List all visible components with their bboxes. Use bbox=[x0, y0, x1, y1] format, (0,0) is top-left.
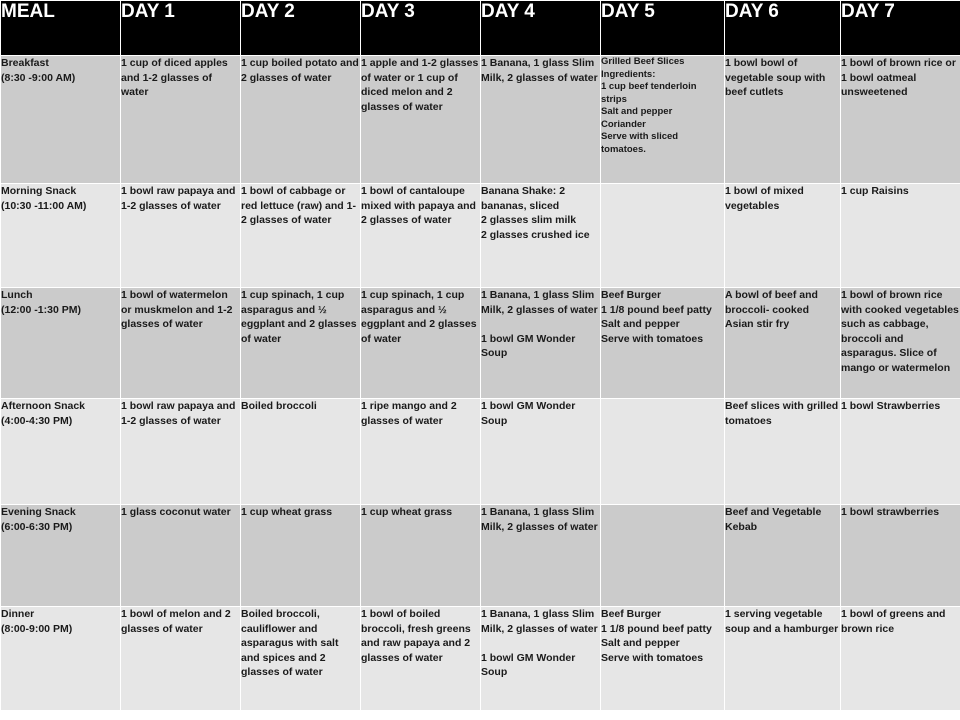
meal-name: Evening Snack bbox=[1, 506, 76, 518]
table-cell bbox=[121, 607, 241, 711]
cell-text: 1 bowl of greens and brown rice bbox=[841, 608, 946, 635]
meal-label-cell bbox=[1, 56, 121, 184]
table-cell bbox=[841, 399, 960, 505]
table-cell bbox=[361, 607, 481, 711]
table-cell bbox=[725, 505, 841, 607]
cell-text: Beef slices with grilled tomatoes bbox=[725, 400, 839, 427]
table-cell bbox=[725, 184, 841, 288]
meal-time: (8:00-9:00 PM) bbox=[1, 622, 73, 635]
header-day-5: DAY 5 bbox=[601, 1, 725, 56]
table-cell bbox=[121, 56, 241, 184]
cell-text: A bowl of beef and broccoli- cooked Asian stir fry bbox=[725, 289, 818, 330]
meal-label-cell bbox=[1, 288, 121, 399]
meal-time: (8:30 -9:00 AM) bbox=[1, 71, 76, 84]
cell-text: Beef and Vegetable Kebab bbox=[725, 506, 822, 533]
meal-label-cell bbox=[1, 184, 121, 288]
table-cell bbox=[481, 184, 601, 288]
cell-text: 1 cup spinach, 1 cup asparagus and ½ eggplant and 2 glasses of water bbox=[361, 289, 477, 345]
cell-text: 1 cup wheat grass bbox=[361, 506, 453, 518]
cell-text: 1 bowl of brown rice with cooked vegetables such as cabbage, broccoli and asparagus. Slice of mango or watermelon bbox=[841, 289, 959, 374]
cell-text: Beef Burger 1 1/8 pound beef patty Salt and pepper Serve with tomatoes bbox=[601, 608, 712, 664]
table-cell bbox=[725, 288, 841, 399]
cell-text: 1 Banana, 1 glass Slim Milk, 2 glasses of water 1 bowl GM Wonder Soup bbox=[481, 289, 598, 359]
table-row-afternoon-snack bbox=[1, 399, 960, 505]
cell-text: 1 cup of diced apples and 1-2 glasses of water bbox=[121, 57, 228, 98]
table-cell bbox=[601, 399, 725, 505]
table-cell bbox=[121, 288, 241, 399]
cell-text: 1 cup boiled potato and 2 glasses of water bbox=[241, 57, 359, 84]
table-row-breakfast bbox=[1, 56, 960, 184]
table-cell bbox=[601, 288, 725, 399]
cell-text: Boiled broccoli, cauliflower and asparagus with salt and spices and 2 glasses of water bbox=[241, 608, 339, 678]
table-cell bbox=[481, 288, 601, 399]
cell-text: Grilled Beef Slices Ingredients: 1 cup beef tenderloin strips Salt and pepper Coriander Serve with sliced tomatoes. bbox=[601, 56, 697, 155]
header-row bbox=[1, 1, 960, 56]
header-day-4: DAY 4 bbox=[481, 1, 601, 56]
cell-text: 1 cup spinach, 1 cup asparagus and ½ eggplant and 2 glasses of water bbox=[241, 289, 357, 345]
meal-name: Morning Snack bbox=[1, 185, 77, 197]
cell-text: Beef Burger 1 1/8 pound beef patty Salt and pepper Serve with tomatoes bbox=[601, 289, 712, 345]
table-cell bbox=[841, 184, 960, 288]
table-cell bbox=[841, 505, 960, 607]
meal-label-cell bbox=[1, 399, 121, 505]
cell-text: 1 bowl of mixed vegetables bbox=[725, 185, 804, 212]
table-row-evening-snack bbox=[1, 505, 960, 607]
header-day-1: DAY 1 bbox=[121, 1, 241, 56]
meal-label-cell bbox=[1, 505, 121, 607]
table-cell bbox=[361, 505, 481, 607]
table-cell bbox=[121, 399, 241, 505]
table-row-morning-snack bbox=[1, 184, 960, 288]
cell-text: 1 bowl of boiled broccoli, fresh greens and raw papaya and 2 glasses of water bbox=[361, 608, 471, 664]
table-cell bbox=[121, 184, 241, 288]
table-cell bbox=[481, 505, 601, 607]
header-day-2: DAY 2 bbox=[241, 1, 361, 56]
cell-text: 1 Banana, 1 glass Slim Milk, 2 glasses of water bbox=[481, 57, 598, 84]
cell-text: 1 serving vegetable soup and a hamburger bbox=[725, 608, 839, 635]
table-cell bbox=[481, 399, 601, 505]
cell-text: 1 cup Raisins bbox=[841, 185, 909, 197]
table-row-lunch bbox=[1, 288, 960, 399]
cell-text: 1 glass coconut water bbox=[121, 506, 231, 518]
cell-text: 1 cup wheat grass bbox=[241, 506, 333, 518]
header-day-7: DAY 7 bbox=[841, 1, 960, 56]
meal-time: (12:00 -1:30 PM) bbox=[1, 303, 81, 316]
table-cell bbox=[361, 288, 481, 399]
table-cell bbox=[361, 56, 481, 184]
table-cell bbox=[361, 184, 481, 288]
cell-text: 1 bowl of cantaloupe mixed with papaya and 2 glasses of water bbox=[361, 185, 476, 226]
meal-name: Breakfast bbox=[1, 57, 49, 69]
cell-text: 1 Banana, 1 glass Slim Milk, 2 glasses of water bbox=[481, 506, 598, 533]
table-cell bbox=[841, 56, 960, 184]
cell-text: 1 bowl of watermelon or muskmelon and 1-2 glasses of water bbox=[121, 289, 233, 330]
meal-time: (6:00-6:30 PM) bbox=[1, 520, 73, 533]
table-cell bbox=[481, 607, 601, 711]
table-cell bbox=[481, 56, 601, 184]
table-cell bbox=[841, 607, 960, 711]
table-cell bbox=[241, 184, 361, 288]
table-cell bbox=[121, 505, 241, 607]
meal-name: Lunch bbox=[1, 289, 33, 301]
cell-text: 1 bowl strawberries bbox=[841, 506, 940, 518]
table-cell bbox=[601, 505, 725, 607]
table-row-dinner bbox=[1, 607, 960, 711]
header-meal: MEAL bbox=[1, 1, 121, 56]
cell-text: 1 bowl bowl of vegetable soup with beef cutlets bbox=[725, 57, 826, 98]
cell-text: 1 bowl raw papaya and 1-2 glasses of water bbox=[121, 400, 236, 427]
meal-time: (4:00-4:30 PM) bbox=[1, 414, 73, 427]
cell-text: 1 bowl Strawberries bbox=[841, 400, 941, 412]
cell-text: 1 ripe mango and 2 glasses of water bbox=[361, 400, 457, 427]
header-day-6: DAY 6 bbox=[725, 1, 841, 56]
cell-text: 1 Banana, 1 glass Slim Milk, 2 glasses of water 1 bowl GM Wonder Soup bbox=[481, 608, 598, 678]
cell-text: 1 apple and 1-2 glasses of water or 1 cup of diced melon and 2 glasses of water bbox=[361, 57, 479, 113]
table-cell bbox=[725, 399, 841, 505]
meal-time: (10:30 -11:00 AM) bbox=[1, 199, 87, 212]
cell-text: 1 bowl of cabbage or red lettuce (raw) and 1-2 glasses of water bbox=[241, 185, 356, 226]
table-cell bbox=[725, 56, 841, 184]
table-cell bbox=[241, 288, 361, 399]
meal-label-cell bbox=[1, 607, 121, 711]
header-day-3: DAY 3 bbox=[361, 1, 481, 56]
meal-name: Dinner bbox=[1, 608, 35, 620]
table-cell bbox=[841, 288, 960, 399]
table-cell bbox=[241, 56, 361, 184]
table-cell bbox=[601, 607, 725, 711]
cell-text: Boiled broccoli bbox=[241, 400, 317, 412]
table-cell bbox=[241, 505, 361, 607]
table-cell bbox=[241, 607, 361, 711]
table-cell bbox=[601, 56, 725, 184]
meal-name: Afternoon Snack bbox=[1, 400, 86, 412]
table-cell bbox=[241, 399, 361, 505]
cell-text: 1 bowl raw papaya and 1-2 glasses of water bbox=[121, 185, 236, 212]
cell-text: Banana Shake: 2 bananas, sliced 2 glasses slim milk 2 glasses crushed ice bbox=[481, 185, 590, 241]
table-cell bbox=[361, 399, 481, 505]
cell-text: 1 bowl GM Wonder Soup bbox=[481, 400, 576, 427]
cell-text: 1 bowl of melon and 2 glasses of water bbox=[121, 608, 231, 635]
table-cell bbox=[601, 184, 725, 288]
cell-text: 1 bowl of brown rice or 1 bowl oatmeal unsweetened bbox=[841, 57, 956, 98]
table-cell bbox=[725, 607, 841, 711]
